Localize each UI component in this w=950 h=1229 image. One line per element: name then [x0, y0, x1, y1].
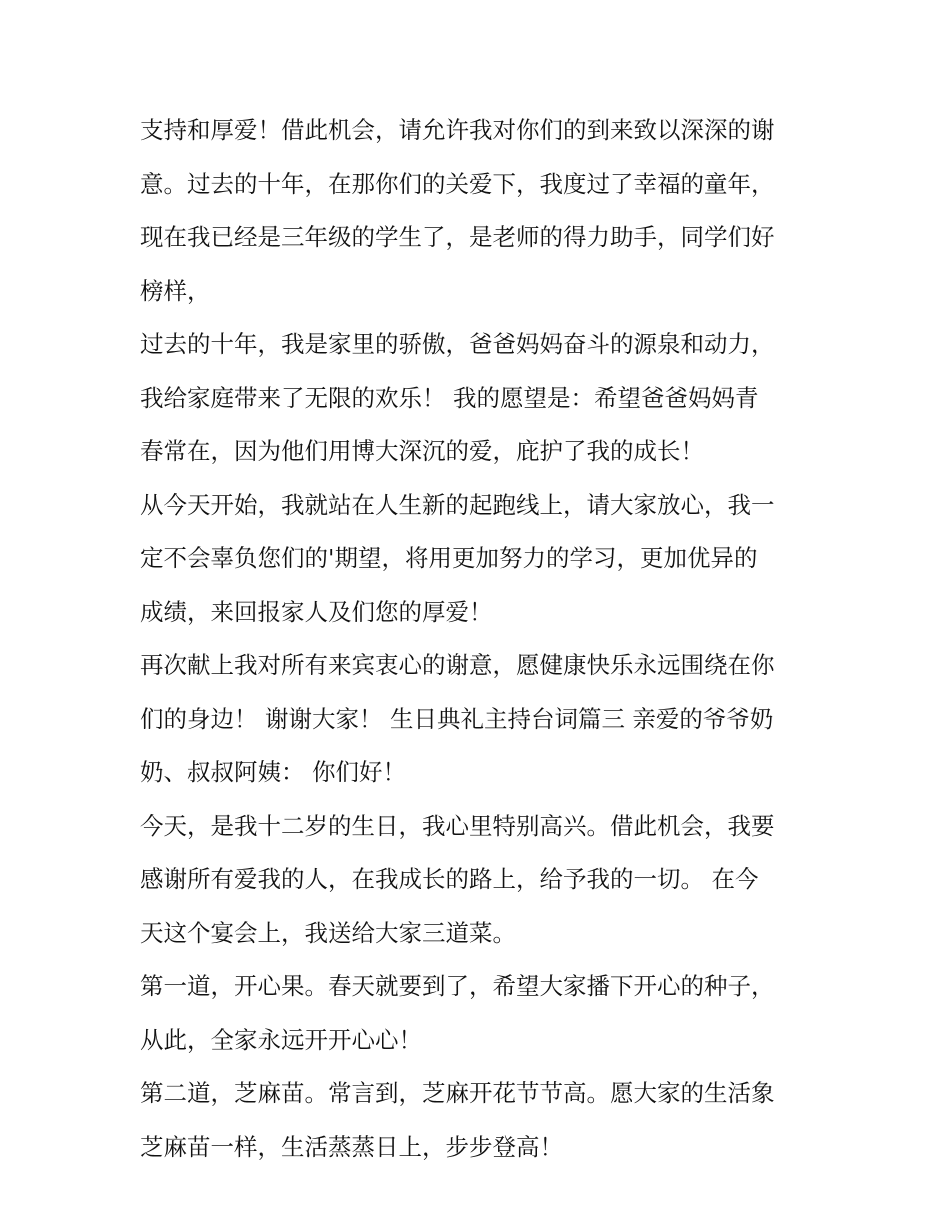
- text-line: 再次献上我对所有来宾衷心的谢意，愿健康快乐永远围绕在你: [140, 651, 775, 679]
- text-line: 芝麻苗一样，生活蒸蒸日上，步步登高！: [140, 1132, 563, 1161]
- text-line: 过去的十年，我是家里的骄傲，爸爸妈妈奋斗的源泉和动力，: [140, 330, 775, 358]
- text-line: 支持和厚爱！借此机会，请允许我对你们的到来致以深深的谢: [140, 116, 775, 144]
- text-line: 现在我已经是三年级的学生了，是老师的得力助手，同学们好: [140, 223, 775, 251]
- text-line: 定不会辜负您们的'期望，将用更加努力的学习，更加优异的: [140, 544, 758, 572]
- body-text: [140, 104, 820, 1174]
- text-line: 感谢所有爱我的人，在我成长的路上，给予我的一切。 在今: [140, 865, 759, 893]
- text-line: 我给家庭带来了无限的欢乐！ 我的愿望是：希望爸爸妈妈青: [140, 383, 759, 412]
- text-line: 们的身边！ 谢谢大家！ 生日典礼主持台词篇三 亲爱的爷爷奶: [140, 704, 774, 733]
- text-line: 第一道，开心果。春天就要到了，希望大家播下开心的种子，: [140, 972, 775, 1000]
- text-line: 今天，是我十二岁的生日，我心里特别高兴。借此机会，我要: [140, 811, 775, 840]
- text-line: 从今天开始，我就站在人生新的起跑线上，请大家放心，我一: [140, 490, 775, 519]
- text-line: 成绩，来回报家人及们您的厚爱！: [140, 597, 493, 626]
- text-line: 榜样，: [140, 276, 211, 305]
- text-line: 奶、叔叔阿姨： 你们好！: [140, 758, 406, 786]
- text-line: 从此，全家永远开开心心！: [140, 1025, 422, 1054]
- text-line: 春常在，因为他们用博大深沉的爱，庇护了我的成长！: [140, 437, 704, 465]
- text-line: 天这个宴会上，我送给大家三道菜。: [140, 918, 516, 947]
- text-line: 第二道，芝麻苗。常言到，芝麻开花节节高。愿大家的生活象: [140, 1079, 775, 1107]
- text-line: 意。过去的十年，在那你们的关爱下，我度过了幸福的童年，: [140, 169, 775, 198]
